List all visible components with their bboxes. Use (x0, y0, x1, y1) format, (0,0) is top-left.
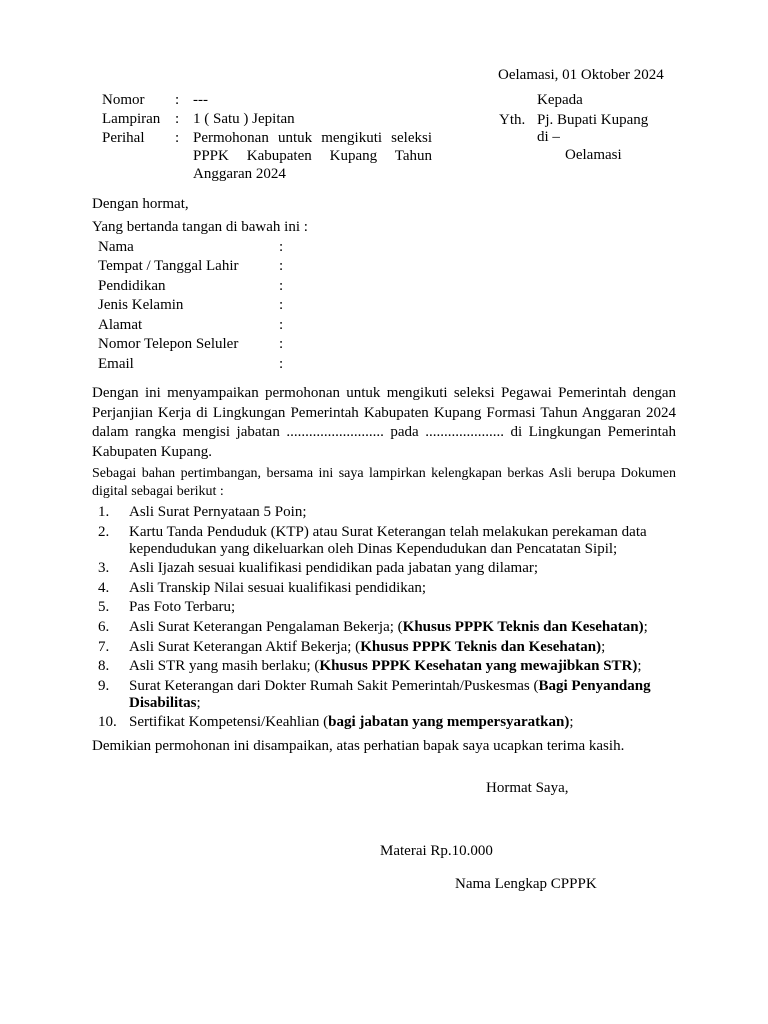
list-item (98, 580, 678, 597)
list-bold-text: Khusus PPPK Kesehatan yang mewajibkan STR) (319, 658, 638, 675)
list-bold-text: Khusus PPPK Teknis dan Kesehatan) (360, 638, 602, 655)
header-field-perihal (102, 129, 432, 183)
identity-field-telepon (98, 335, 283, 355)
field-label: Email (98, 355, 134, 372)
identity-field-email (98, 354, 283, 374)
identity-fields (98, 237, 283, 374)
list-text: Asli Surat Keterangan Aktif Bekerja; (Khusus PPPK Teknis dan Kesehatan); (129, 638, 606, 655)
list-text: Asli Surat Pernyataan 5 Poin; (129, 504, 307, 520)
list-item (98, 658, 678, 675)
document-list (98, 504, 678, 734)
yth-label: Yth. (499, 112, 526, 128)
identity-field-nama (98, 237, 283, 257)
list-item (98, 599, 678, 616)
recipient-city: Oelamasi (565, 147, 622, 163)
list-text: Asli STR yang masih berlaku; (Khusus PPPK Kesehatan yang mewajibkan STR); (129, 658, 642, 675)
list-number: 4. (98, 579, 110, 596)
field-colon: : (279, 277, 284, 294)
greeting: Dengan hormat, (92, 196, 189, 212)
list-text: Asli Ijazah sesuai kualifikasi pendidikan pada jabatan yang dilamar; (129, 560, 539, 577)
header-field-nomor (102, 91, 432, 109)
list-text: Asli Transkip Nilai sesuai kualifikasi pendidikan; (129, 579, 427, 596)
kepada-label: Kepada (537, 92, 583, 108)
intro-line: Yang bertanda tangan di bawah ini : (92, 219, 308, 235)
attachment-paragraph: Sebagai bahan pertimbangan, bersama ini saya lampirkan kelengkapan berkas Asli berupa Dokumen digital sebagai berikut : (92, 466, 676, 499)
field-colon: : (175, 111, 180, 127)
list-number: 7. (98, 638, 110, 655)
list-number: 1. (98, 504, 110, 520)
list-item (98, 560, 678, 577)
materai-label: Materai Rp.10.000 (380, 843, 493, 859)
list-number: 8. (98, 658, 110, 675)
list-number: 2. (98, 523, 110, 540)
identity-field-ttl (98, 257, 283, 277)
list-number: 5. (98, 599, 110, 616)
field-colon: : (279, 336, 284, 353)
list-bold-text: bagi jabatan yang mempersyaratkan) (328, 714, 570, 731)
recipient-name: Pj. Bupati Kupang (537, 112, 649, 128)
list-number: 10. (98, 714, 117, 731)
field-colon: : (279, 258, 284, 275)
application-paragraph: Dengan ini menyampaikan permohonan untuk mengikuti seleksi Pegawai Pemerintah dengan Perjanjian Kerja di Lingkungan Pemerintah Kabupaten Kupang Formasi Tahun Anggaran 2024 dalam rangka mengisi jabatan .......................... pada ..................... di Lingkungan Pemerintah Kabupaten Kupang. (92, 385, 676, 460)
header-field-lampiran (102, 110, 432, 128)
field-label: Nomor Telepon Seluler (98, 336, 239, 353)
list-text: Sertifikat Kompetensi/Keahlian (bagi jabatan yang mempersyaratkan); (129, 714, 574, 731)
list-text: Pas Foto Terbaru; (129, 599, 236, 616)
list-number: 9. (98, 677, 110, 694)
list-number: 3. (98, 560, 110, 577)
field-label: Nama (98, 238, 134, 255)
field-label: Tempat / Tanggal Lahir (98, 258, 239, 275)
field-colon: : (279, 238, 284, 255)
field-label: Alamat (98, 316, 143, 333)
list-item (98, 619, 678, 636)
field-value: 1 ( Satu ) Jepitan (193, 111, 295, 127)
letter-date: Oelamasi, 01 Oktober 2024 (498, 67, 664, 83)
list-item (98, 504, 678, 521)
list-item (98, 714, 678, 731)
field-label: Lampiran (102, 111, 161, 127)
closing-paragraph: Demikian permohonan ini disampaikan, atas perhatian bapak saya ucapkan terima kasih. (92, 738, 625, 754)
list-text: Surat Keterangan dari Dokter Rumah Sakit Pemerintah/Puskesmas (Bagi Penyandang Disabilitas; (129, 677, 651, 711)
identity-field-alamat (98, 315, 283, 335)
field-value: --- (193, 92, 208, 108)
list-item (98, 524, 678, 558)
recipient-di: di – (537, 129, 560, 145)
field-label: Nomor (102, 92, 145, 108)
list-item (98, 639, 678, 656)
signer-name: Nama Lengkap CPPPK (455, 876, 597, 892)
field-colon: : (279, 297, 284, 314)
field-colon: : (175, 130, 180, 146)
regards: Hormat Saya, (486, 780, 569, 796)
identity-field-jenis-kelamin (98, 296, 283, 316)
field-label: Perihal (102, 130, 145, 146)
letter-header-fields (102, 91, 432, 183)
field-label: Pendidikan (98, 277, 166, 294)
list-item (98, 678, 678, 712)
identity-field-pendidikan (98, 276, 283, 296)
field-colon: : (279, 316, 284, 333)
list-number: 6. (98, 618, 110, 635)
field-colon: : (279, 355, 284, 372)
list-text: Asli Surat Keterangan Pengalaman Bekerja; (Khusus PPPK Teknis dan Kesehatan); (129, 618, 648, 635)
list-text: Kartu Tanda Penduduk (KTP) atau Surat Keterangan telah melakukan perekaman data kependudukan yang dikeluarkan oleh Dinas Kependudukan dan Pencatatan Sipil; (129, 523, 647, 557)
field-value: Permohonan untuk mengikuti seleksi PPPK Kabupaten Kupang Tahun Anggaran 2024 (193, 130, 432, 182)
field-colon: : (175, 92, 180, 108)
field-label: Jenis Kelamin (98, 297, 184, 314)
list-bold-text: Bagi Penyandang Disabilitas (129, 677, 651, 711)
list-bold-text: Khusus PPPK Teknis dan Kesehatan) (402, 618, 644, 635)
